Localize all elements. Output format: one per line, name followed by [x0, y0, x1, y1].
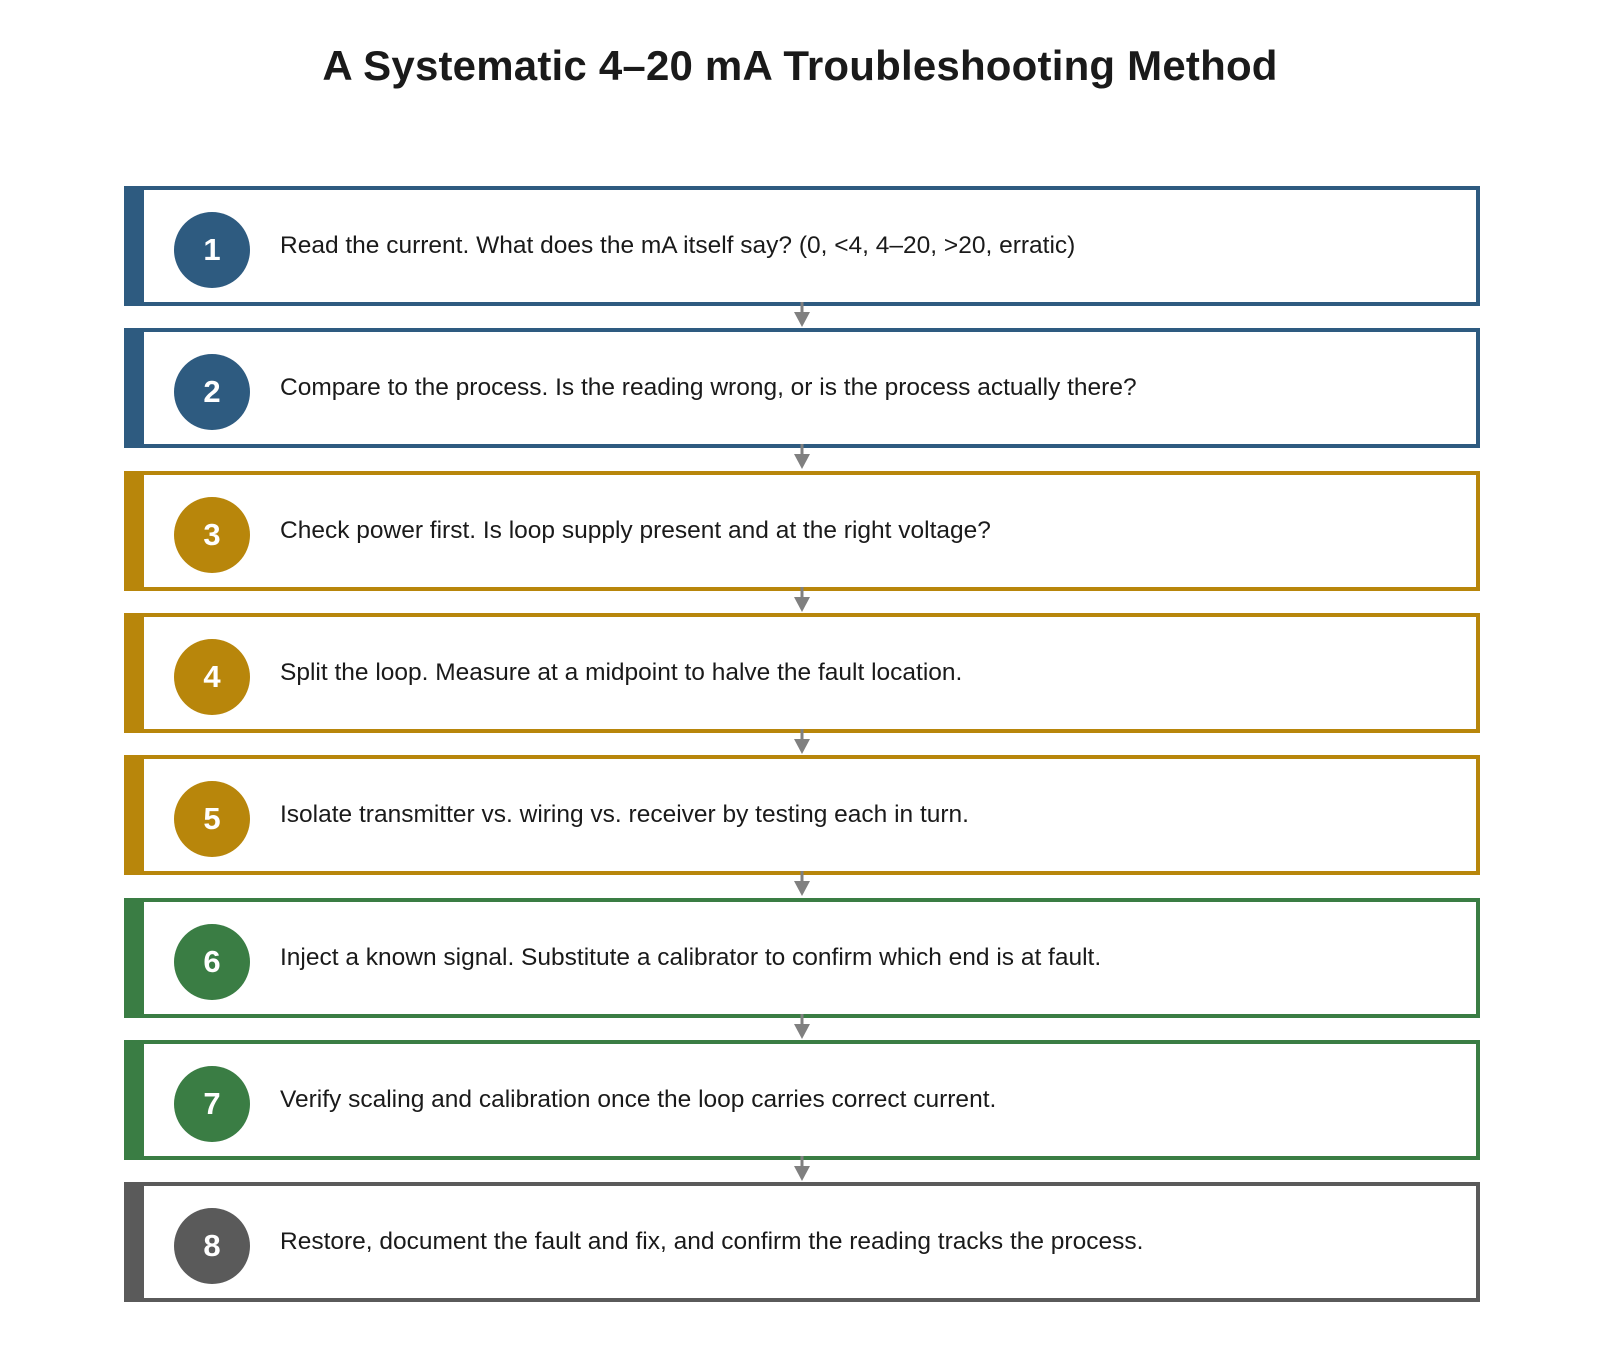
step-number-badge: 4	[174, 639, 250, 715]
step-text: Read the current. What does the mA itself say? (0, <4, 4–20, >20, erratic)	[280, 232, 1076, 259]
connector-arrow-icon	[792, 1156, 812, 1184]
step-text: Restore, document the fault and fix, and confirm the reading tracks the process.	[280, 1228, 1144, 1255]
connector-arrow-icon	[792, 444, 812, 472]
step-box-5	[124, 755, 1480, 875]
step-box-7	[124, 1040, 1480, 1160]
step-text: Inject a known signal. Substitute a calibrator to confirm which end is at fault.	[280, 944, 1102, 971]
step-box-2	[124, 328, 1480, 448]
step-number-badge: 1	[174, 212, 250, 288]
step-number-badge: 2	[174, 354, 250, 430]
step-text: Split the loop. Measure at a midpoint to halve the fault location.	[280, 659, 963, 686]
connector-arrow-icon	[792, 1014, 812, 1042]
connector-arrow-icon	[792, 587, 812, 615]
step-box-3	[124, 471, 1480, 591]
connector-arrow-icon	[792, 729, 812, 757]
step-box-6	[124, 898, 1480, 1018]
step-number-badge: 6	[174, 924, 250, 1000]
step-text: Isolate transmitter vs. wiring vs. receiver by testing each in turn.	[280, 801, 969, 828]
step-text: Verify scaling and calibration once the loop carries correct current.	[280, 1086, 997, 1113]
connector-arrow-icon	[792, 302, 812, 330]
step-number-badge: 5	[174, 781, 250, 857]
step-number-badge: 8	[174, 1208, 250, 1284]
step-text: Check power first. Is loop supply present and at the right voltage?	[280, 517, 991, 544]
step-number-badge: 3	[174, 497, 250, 573]
step-number-badge: 7	[174, 1066, 250, 1142]
connector-arrow-icon	[792, 871, 812, 899]
step-box-4	[124, 613, 1480, 733]
step-text: Compare to the process. Is the reading wrong, or is the process actually there?	[280, 374, 1137, 401]
page-title: A Systematic 4–20 mA Troubleshooting Method	[322, 42, 1278, 89]
step-box-8	[124, 1182, 1480, 1302]
step-box-1	[124, 186, 1480, 306]
